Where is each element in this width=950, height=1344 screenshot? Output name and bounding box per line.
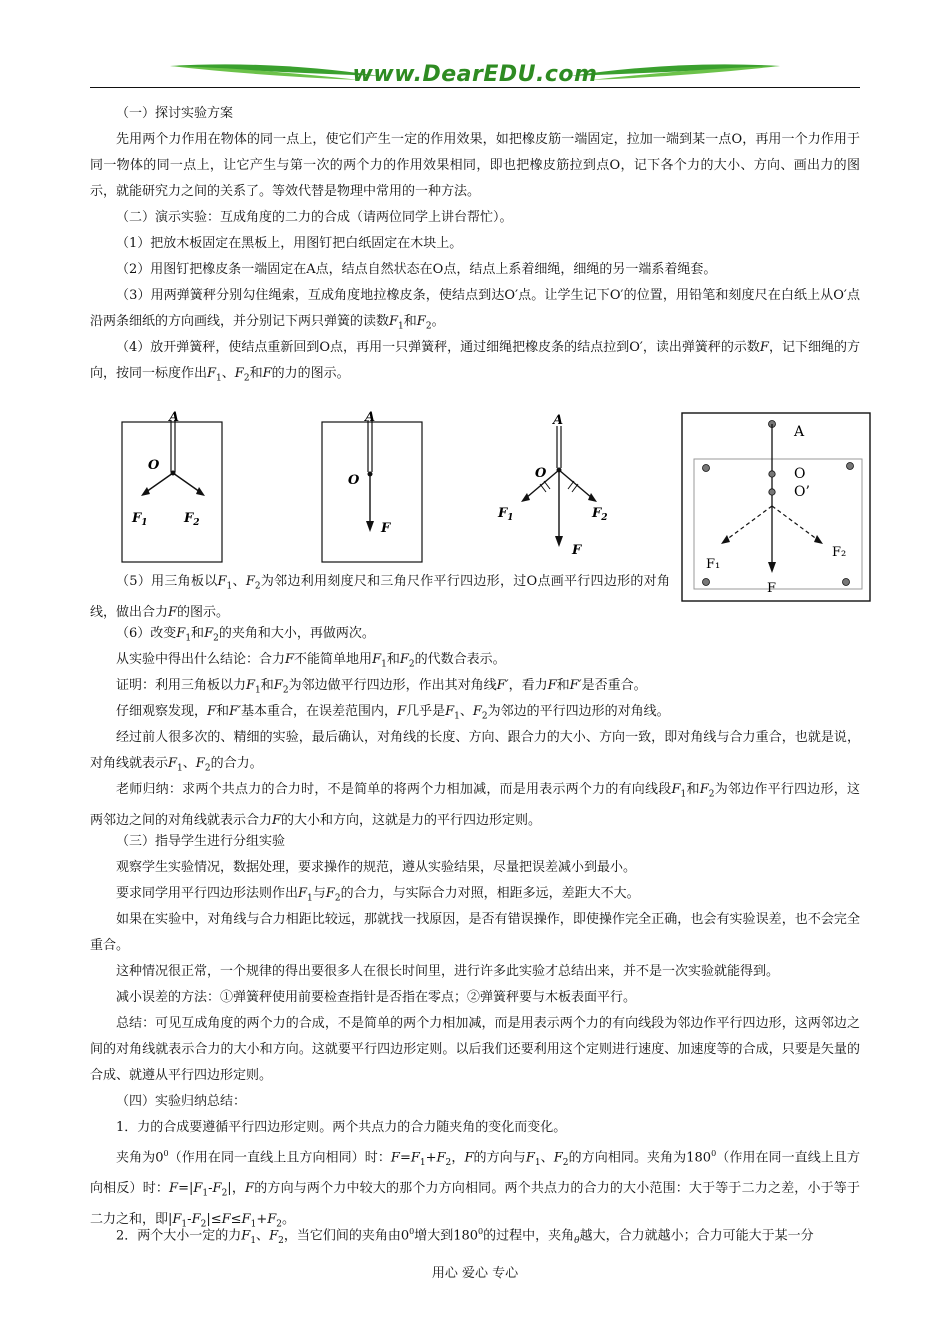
label-a: A (794, 424, 805, 440)
step-1: （1）把放木板固定在黑板上，用图钉把白纸固定在木块上。 (116, 236, 463, 251)
site-title[interactable]: www.DearEDU.com (352, 62, 598, 87)
page-header (90, 58, 860, 98)
step-2: （2）用图钉把橡皮条一端固定在A点，结点自然状态在O点，结点上系着细绳，细绳的另一端系着绳套。 (116, 262, 717, 277)
step-5: （5）用三角板以$F_1$、$F_2$为邻边利用刻度尺和三角尺作平行四边形，过O点画平行四边形的对角线，做出合力F的图示。 (90, 574, 670, 620)
section3-p4: 这种情况很正常，一个规律的得出要很多人在很长时间里，进行许多此实验才总结出来，并不是一次实验就能得到。 (116, 964, 780, 979)
section3-p3: 如果在实验中，对角线与合力相距比较远，那就找一找原因，是否有错误操作，即使操作完全正确，也会有实验误差，也不会完全重合。 (90, 912, 860, 953)
section4-item1: 1．力的合成要遵循平行四边形定则。两个共点力的合力随夹角的变化而变化。 (116, 1120, 567, 1135)
label-a: A (553, 413, 564, 428)
section3-p1: 观察学生实验情况，数据处理，要求操作的规范，遵从实验结果，尽量把误差减小到最小。 (116, 860, 637, 875)
label-o: O (794, 466, 806, 482)
label-f2: $F_2$ (592, 506, 608, 523)
pin-icon (843, 579, 850, 586)
label-f: F (381, 521, 391, 536)
header-rule (90, 87, 860, 88)
step-6: （6）改变$F_1$和$F_2$的夹角和大小，再做两次。 (116, 626, 375, 644)
section1-heading: （一）探讨实验方案 (116, 106, 234, 121)
section3-p6: 总结：可见互成角度的两个力的合成，不是简单的两个力相加减，而是用表示两个力的有向线段为邻边作平行四边形，这两邻边之间的对角线就表示合力的大小和方向。这就要平行四边形定则。以后我们还要利用这个定则进行速度、加速度等的合成，只要是矢量的合成、就遵从平行四边形定则。 (90, 1016, 860, 1083)
section4-heading: （四）实验归纳总结： (116, 1094, 247, 1109)
label-f1: $F_1$ (132, 511, 148, 528)
step-4: （4）放开弹簧秤，使结点重新回到O点，再用一只弹簧秤，通过细绳把橡皮条的结点拉到O′，读出弹簧秤的示数F，记下细绳的方向，按同一标度作出$F_1$、$F_2$和F的力的图示。 (90, 340, 860, 384)
board-outline (682, 413, 870, 601)
pin-icon (847, 463, 854, 470)
section2-heading: （二）演示实验：互成角度的二力的合成（请两位同学上讲台帮忙）。 (116, 210, 513, 225)
label-f2: F₂ (832, 545, 847, 560)
label-f: F (767, 581, 777, 596)
page-footer: 用心 爱心 专心 (431, 1266, 519, 1281)
figure-single-force (318, 404, 428, 564)
label-f1: $F_1$ (498, 506, 514, 523)
label-o: O (348, 473, 360, 488)
section3-heading: （三）指导学生进行分组实验 (116, 834, 286, 849)
proof: 证明：利用三角板以力$F_1$和$F_2$为邻边做平行四边形，作出其对角线F′，看力F和F′是否重合。 (116, 678, 647, 696)
section1-paragraph: 先用两个力作用在物体的同一点上，使它们产生一定的作用效果，如把橡皮筋一端固定，拉加一端到某一点O，再用一个力作用于同一物体的同一点上，让它产生与第一次的两个力的作用效果相同，即也把橡皮筋拉到点O，记下各个力的大小、方向、画出力的图示，就能研究力之间的关系了。等效代替是物理中常用的一种方法。 (90, 132, 860, 199)
pin-icon (703, 465, 710, 472)
section3-p2: 要求同学用平行四边形法则作出$F_1$与$F_2$的合力，与实际合力对照，相距多远，差距大不大。 (116, 886, 640, 904)
figure-board-diagram (680, 410, 874, 604)
label-o: O (535, 466, 547, 481)
conclusion: 从实验中得出什么结论：合力F不能简单地用$F_1$和$F_2$的代数合表示。 (116, 652, 506, 670)
section4-item2: 2．两个大小一定的力$F_1$、$F_2$，当它们间的夹角由$0^0$增大到$180^0$的过程中，夹角$_\theta$越大，合力就越小；合力可能大于某一分 (116, 1227, 814, 1246)
figure-two-forces (118, 404, 228, 564)
section3-p5: 减小误差的方法：①弹簧秤使用前要检查指针是否指在零点；②弹簧秤要与木板表面平行。 (116, 990, 637, 1005)
label-f2: $F_2$ (184, 511, 200, 528)
label-a: A (169, 410, 180, 425)
board-outline (122, 422, 222, 562)
label-a: A (365, 410, 376, 425)
observation: 仔细观察发现，F和F′基本重合，在误差范围内，F几乎是$F_1$、$F_2$为邻边的平行四边形的对角线。 (116, 704, 670, 722)
step-3: （3）用两弹簧秤分别勾住绳索，互成角度地拉橡皮条，使结点到达O′点。让学生记下O′的位置，用铅笔和刻度尺在白纸上从O′点沿两条细纸的方向画线，并分别记下两只弹簧的读数$F_1$和$F_2$。 (90, 288, 860, 332)
label-f1: F₁ (706, 557, 721, 572)
label-o: O (148, 458, 160, 473)
history: 经过前人很多次的、精细的实验，最后确认，对角线的长度、方向、跟合力的大小、方向一致，即对角线与合力重合，也就是说，对角线就表示$F_1$、$F_2$的合力。 (90, 730, 860, 774)
label-o-prime: O’ (794, 484, 810, 500)
section4-angle-rules: 夹角为$0^0$（作用在同一直线上且方向相同）时：$F=F_1+F_2$，F的方向与$F_1$、$F_2$的方向相同。夹角为$180^0$（作用在同一直线上且方向相反）时：$F=|F_1-F_2|$，F的方向与两个力中较大的那个力方向相同。两个共点力的合力的大小范围：大于等于二力之差，小于等于二力之和，即$|F_1-F_2|\le F\le F_1+F_2$。 (90, 1149, 860, 1230)
pin-icon (703, 579, 710, 586)
label-f: F (572, 543, 582, 558)
figure-spring-scales (490, 404, 620, 564)
teacher-summary: 老师归纳：求两个共点力的合力时，不是简单的将两个力相加减，而是用表示两个力的有向线段$F_1$和$F_2$为邻边作平行四边形，这两邻边之间的对角线就表示合力F的大小和方向，这就是力的平行四边形定则。 (90, 782, 860, 828)
